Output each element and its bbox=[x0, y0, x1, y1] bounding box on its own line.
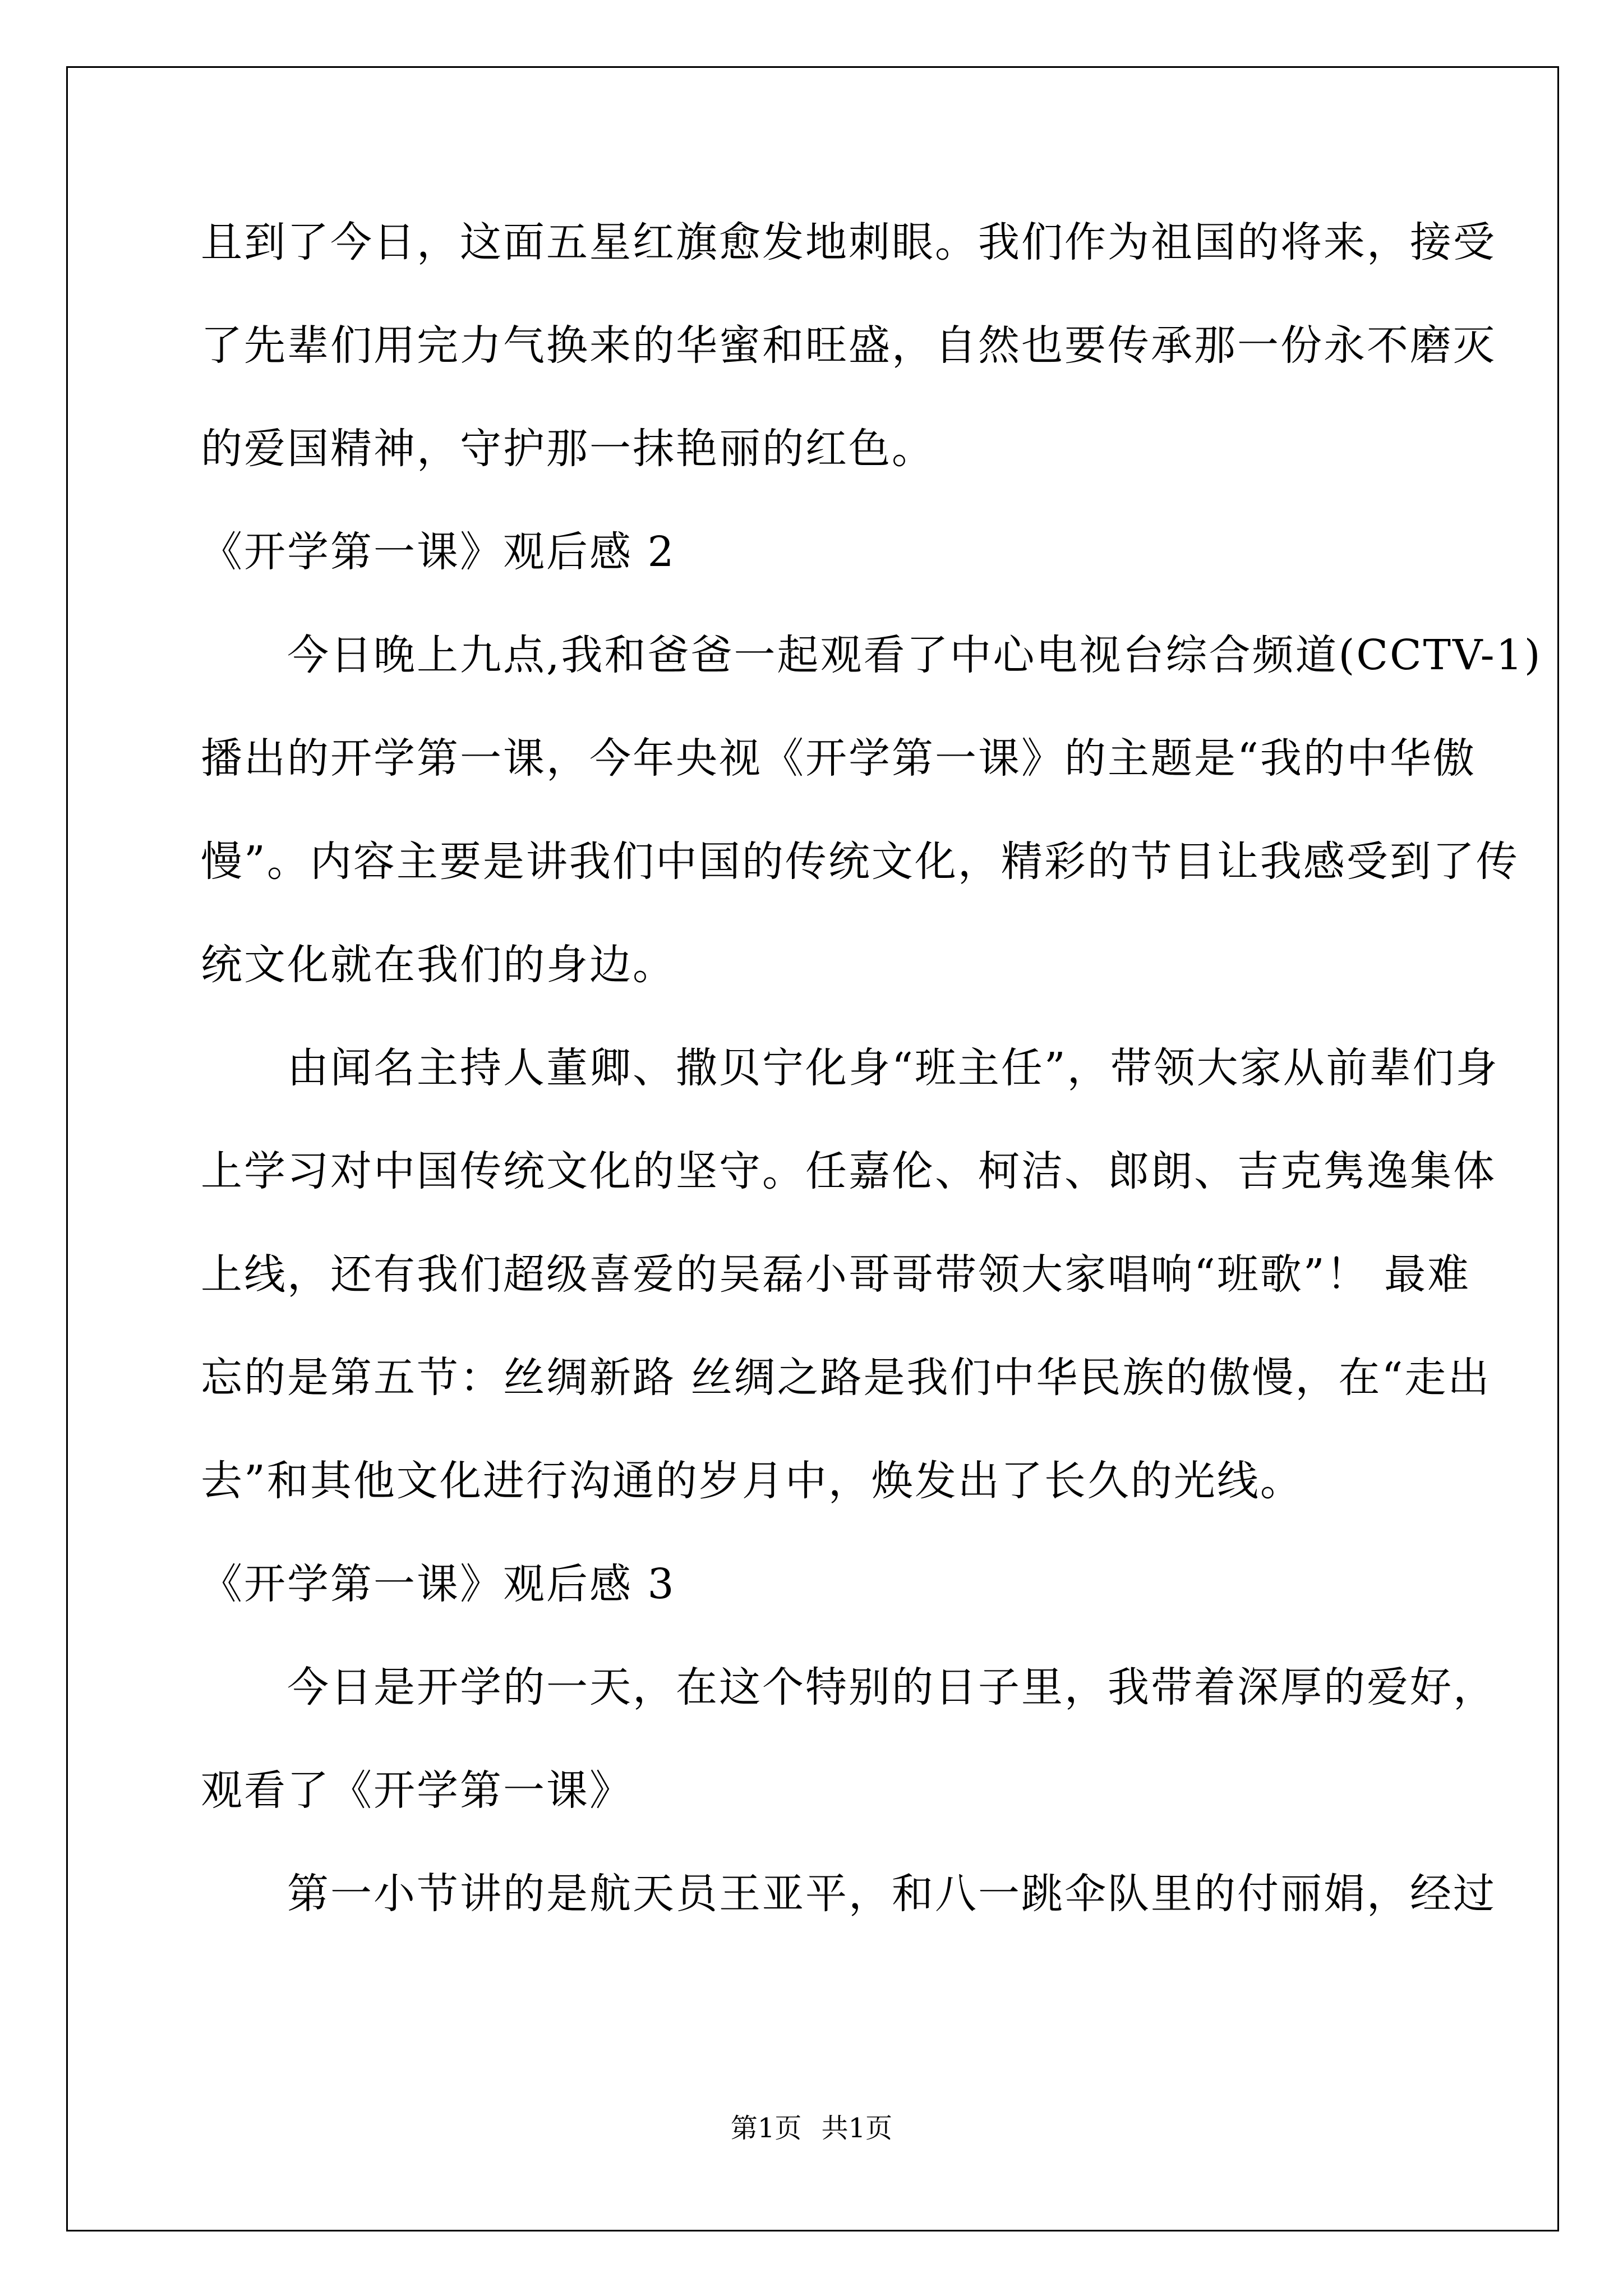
text-line: 由闻名主持人董卿、撒贝宁化身“班主任”，带领大家从前辈们身 bbox=[201, 1044, 1499, 1092]
text-line: 忘的是第五节：丝绸新路 丝绸之路是我们中华民族的傲慢，在“走出 bbox=[201, 1354, 1491, 1402]
text-line: 上学习对中国传统文化的坚守。任嘉伦、柯洁、郎朗、吉克隽逸集体 bbox=[201, 1147, 1496, 1195]
text-line: 第一小节讲的是航天员王亚平，和八一跳伞队里的付丽娟，经过 bbox=[201, 1870, 1496, 1918]
text-line: 了先辈们用完力气换来的华蜜和旺盛，自然也要传承那一份永不磨灭 bbox=[201, 321, 1496, 370]
page-footer bbox=[0, 2115, 1623, 2142]
text-line: 今日是开学的一天，在这个特别的日子里，我带着深厚的爱好， bbox=[201, 1663, 1496, 1711]
text-line: 今日晚上九点,我和爸爸一起观看了中心电视台综合频道(CCTV-1) bbox=[201, 631, 1542, 679]
text-line: 且到了今日，这面五星红旗愈发地刺眼。我们作为祖国的将来，接受 bbox=[201, 218, 1496, 266]
text-line: 慢”。内容主要是讲我们中国的传统文化，精彩的节目让我感受到了传 bbox=[201, 838, 1519, 886]
text-line: 观看了《开学第一课》 bbox=[201, 1766, 633, 1815]
page-number-current: 第1页 bbox=[730, 2113, 802, 2144]
text-line: 上线，还有我们超级喜爱的吴磊小哥哥带领大家唱响“班歌”！ 最难 bbox=[201, 1250, 1471, 1299]
text-line: 去”和其他文化进行沟通的岁月中，焕发出了长久的光线。 bbox=[201, 1457, 1303, 1505]
text-line: 播出的开学第一课，今年央视《开学第一课》的主题是“我的中华傲 bbox=[201, 734, 1476, 783]
page-number-total: 共1页 bbox=[821, 2113, 893, 2144]
document-body bbox=[201, 218, 1542, 1918]
text-line: 统文化就在我们的身边。 bbox=[201, 941, 676, 989]
text-line: 的爱国精神，守护那一抹艳丽的红色。 bbox=[201, 425, 935, 473]
section-heading: 《开学第一课》观后感 2 bbox=[201, 528, 676, 576]
section-heading: 《开学第一课》观后感 3 bbox=[201, 1560, 676, 1608]
